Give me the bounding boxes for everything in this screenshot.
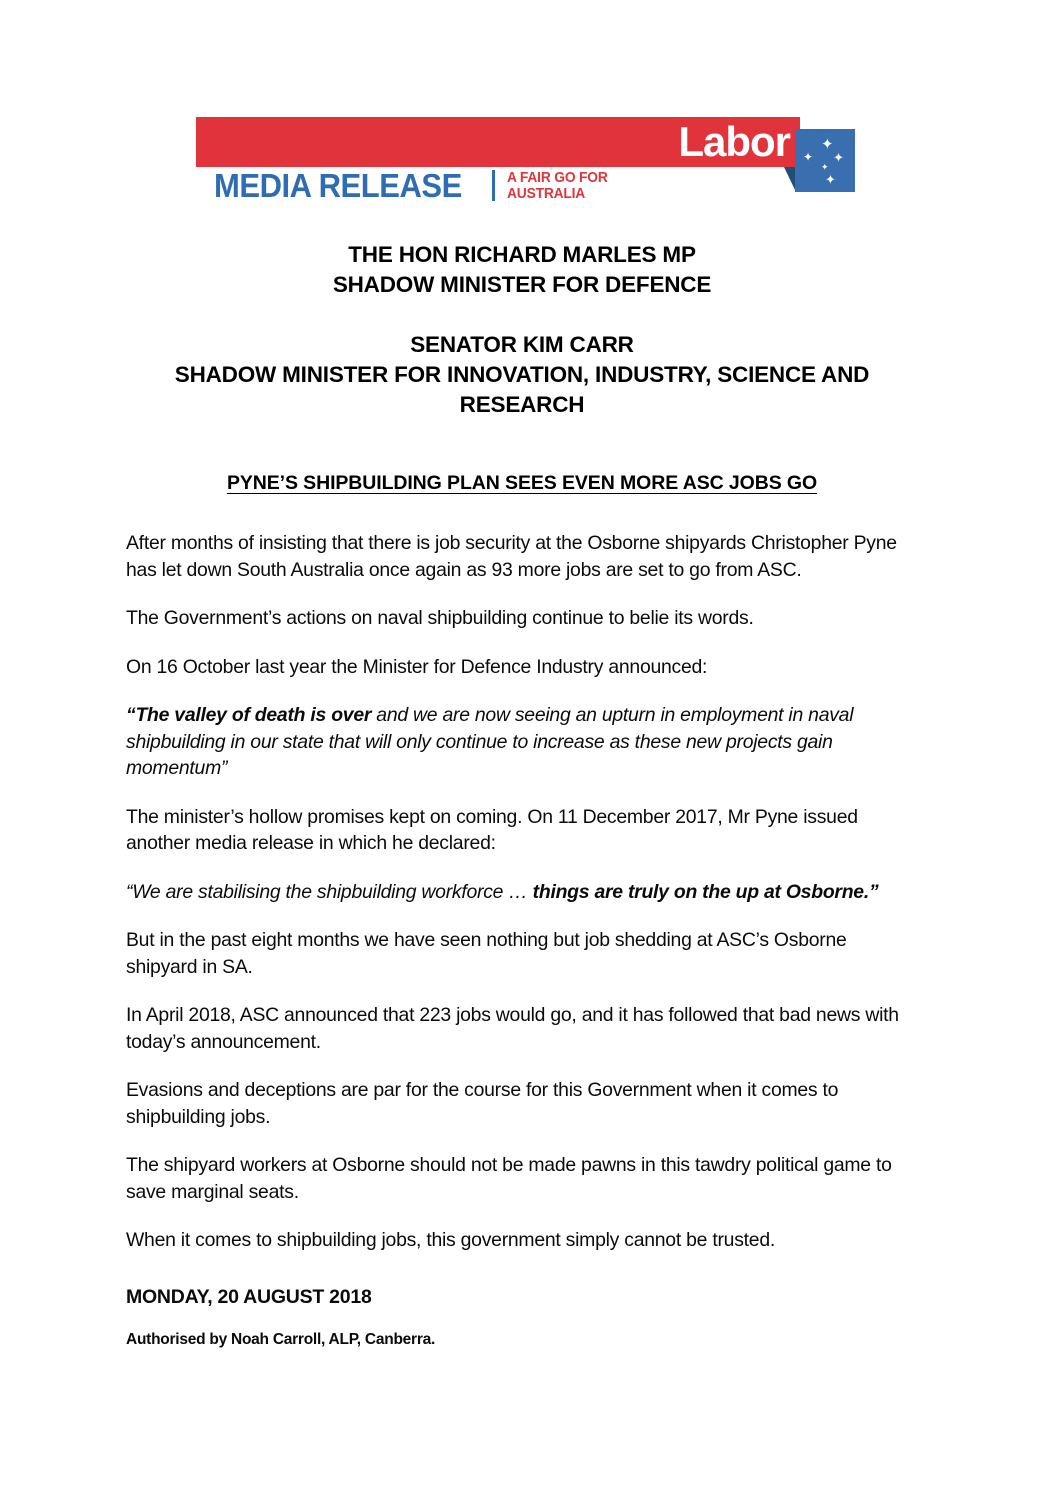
star-icon-alpha: ✦ xyxy=(821,136,834,153)
tagline xyxy=(507,170,608,202)
tagline-line-2: AUSTRALIA xyxy=(506,184,585,202)
labor-wordmark: Labor xyxy=(678,118,790,165)
masthead-logo xyxy=(196,117,858,207)
title-line-2: SHADOW MINISTER FOR DEFENCE xyxy=(332,272,712,297)
tagline-line-1: A FAIR GO FOR xyxy=(506,168,608,186)
paragraph-6: In April 2018, ASC announced that 223 jobs would go, and it has followed that bad news with today’s announcement. xyxy=(126,1004,899,1053)
media-release-wordmark: MEDIA RELEASE xyxy=(214,167,462,204)
masthead-subtitle-row xyxy=(214,169,616,202)
quote-block-2 xyxy=(126,879,920,906)
quote-1-emphasis: “The valley of death is over xyxy=(126,704,372,726)
title-line-3: SENATOR KIM CARR xyxy=(410,332,634,357)
quote-block-1 xyxy=(126,702,920,782)
body-content xyxy=(126,530,920,1350)
star-icon-epsilon: ✦ xyxy=(821,162,829,172)
paragraph-9: When it comes to shipbuilding jobs, this government simply cannot be trusted. xyxy=(126,1229,775,1251)
title-line-1: THE HON RICHARD MARLES MP xyxy=(348,242,696,267)
southern-cross-flag-icon xyxy=(795,129,855,192)
minister-titles-block xyxy=(126,240,918,420)
title-spacer xyxy=(126,300,918,330)
paragraph-1: After months of insisting that there is job security at the Osborne shipyards Christopher Pyne has let down South Australia once again as 93 more jobs are set to go from ASC. xyxy=(126,532,897,581)
title-line-4: SHADOW MINISTER FOR INNOVATION, INDUSTRY, SCIENCE AND xyxy=(174,362,870,387)
masthead-red-banner xyxy=(196,117,800,167)
paragraph-7: Evasions and deceptions are par for the course for this Government when it comes to shipbuilding jobs. xyxy=(126,1079,839,1128)
quote-1-rest: and we are now seeing an upturn in employment in naval shipbuilding in our state that will only continue to increase as these new projects gain momentum” xyxy=(126,704,854,779)
page-title: PYNE’S SHIPBUILDING PLAN SEES EVEN MORE ASC JOBS GO xyxy=(226,472,818,494)
paragraph-5: But in the past eight months we have seen nothing but job shedding at ASC’s Osborne shipyard in SA. xyxy=(126,929,847,978)
paragraph-4: The minister’s hollow promises kept on coming. On 11 December 2017, Mr Pyne issued another media release in which he declared: xyxy=(126,805,858,854)
paragraph-2: The Government’s actions on naval shipbuilding continue to belie its words. xyxy=(126,607,754,629)
star-icon-gamma: ✦ xyxy=(825,172,836,187)
paragraph-8: The shipyard workers at Osborne should not be made pawns in this tawdry political game to save marginal seats. xyxy=(126,1154,892,1203)
quote-2-start: “We are stabilising the shipbuilding workforce … xyxy=(126,880,533,903)
title-line-5: RESEARCH xyxy=(459,392,585,417)
paragraph-3: On 16 October last year the Minister for Defence Industry announced: xyxy=(126,655,708,678)
release-date: MONDAY, 20 AUGUST 2018 xyxy=(126,1285,372,1308)
headline-container xyxy=(126,470,918,496)
authorisation-line: Authorised by Noah Carroll, ALP, Canberra. xyxy=(126,1331,436,1348)
masthead-divider xyxy=(492,170,495,201)
quote-2-emphasis: things are truly on the up at Osborne.” xyxy=(532,880,879,903)
star-icon-beta: ✦ xyxy=(833,150,844,165)
star-icon-delta: ✦ xyxy=(803,150,814,164)
